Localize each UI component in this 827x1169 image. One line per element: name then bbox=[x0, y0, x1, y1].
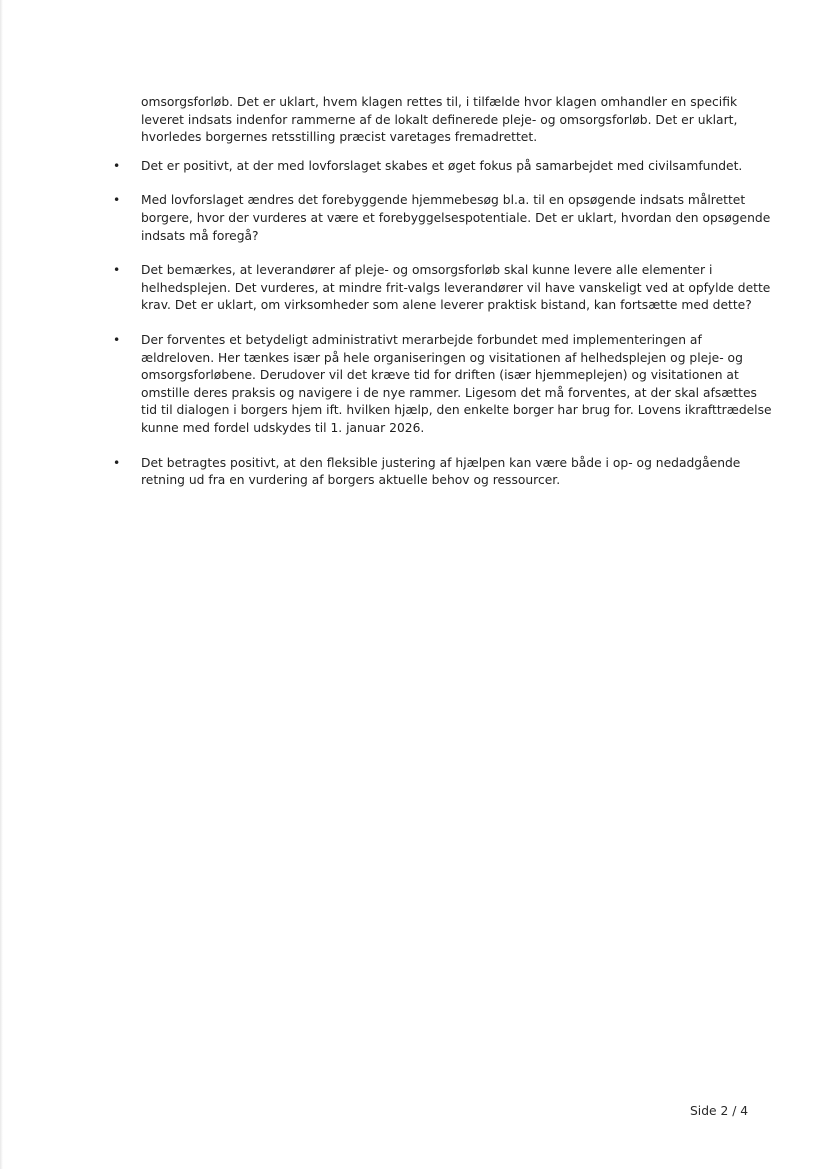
list-item bbox=[113, 158, 773, 176]
list-item bbox=[113, 192, 773, 245]
bullet-icon: • bbox=[113, 263, 121, 278]
bullet-list bbox=[113, 158, 773, 490]
list-item bbox=[113, 455, 773, 490]
page-body bbox=[113, 94, 773, 490]
bullet-icon: • bbox=[113, 158, 121, 173]
continuation-paragraph: omsorgsforløb. Det er uklart, hvem klagen rettes til, i tilfælde hvor klagen omhandler en specifik leveret indsats indenfor rammerne af de lokalt definerede pleje- og omsorgsforløb. Det er uklart, hvorledes borgernes retsstilling præcist varetages fremadrettet. bbox=[141, 95, 738, 145]
bullet-text: Det bemærkes, at leverandører af pleje- og omsorgsforløb skal kunne levere alle elementer i helhedsplejen. Det vurderes, at mindre frit-valgs leverandører vil have vanskeligt ved at opfylde dette krav. Det er uklart, om virksomheder som alene leverer praktisk bistand, kan fortsætte med dette? bbox=[141, 263, 771, 313]
bullet-icon: • bbox=[113, 332, 121, 347]
scan-edge-shadow bbox=[0, 0, 3, 1169]
list-item bbox=[113, 332, 773, 438]
page-number: Side 2 / 4 bbox=[690, 1104, 749, 1118]
list-item bbox=[113, 262, 773, 315]
bullet-icon: • bbox=[113, 455, 121, 470]
bullet-text: Med lovforslaget ændres det forebyggende hjemmebesøg bl.a. til en opsøgende indsats målrettet borgere, hvor der vurderes at være et forebyggelsespotentiale. Det er uklart, hvordan den opsøgende indsats må foregå? bbox=[141, 193, 771, 243]
bullet-icon: • bbox=[113, 193, 121, 208]
bullet-text: Det er positivt, at der med lovforslaget skabes et øget fokus på samarbejdet med civilsamfundet. bbox=[141, 158, 743, 173]
bullet-text: Der forventes et betydeligt administrativt merarbejde forbundet med implementeringen af ældreloven. Her tænkes især på hele organiseringen og visitationen af helhedsplejen og pleje- og omsorgsforløbene. Derudover vil det kræve tid for driften (især hjemmeplejen) og visitationen at omstille deres praksis og navigere i de nye rammer. Ligesom det må forventes, at der skal afsættes tid til dialogen i borgers hjem ift. hvilken hjælp, den enkelte borger har brug for. Lovens ikrafttrædelse kunne med fordel udskydes til 1. januar 2026. bbox=[141, 332, 772, 435]
bullet-text: Det betragtes positivt, at den fleksible justering af hjælpen kan være både i op- og nedadgående retning ud fra en vurdering af borgers aktuelle behov og ressourcer. bbox=[141, 455, 741, 488]
